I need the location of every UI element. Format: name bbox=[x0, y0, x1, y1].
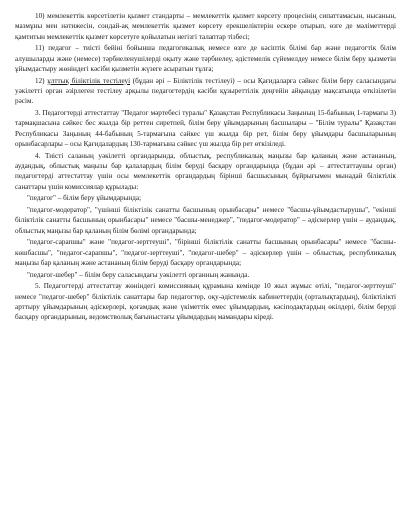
paragraph-12-rest: (бұдан әрі – Біліктілік тестілеуі) – осы Қағидаларға сәйкес білім беру саласындағы уәкілетті орган әзірлеген тестілеу арқылы педагогтердің кәсіби құзыреттілік деңгейін айқындау мақсатында өткізілетін рәсім. bbox=[15, 76, 396, 106]
paragraph-12-underlined-term: ұлттық біліктілік тестілеуі bbox=[47, 76, 131, 85]
paragraph-4: 4. Тиісті саланың уәкілетті органдарында, облыстық, республикалық маңызы бар қаланың және астананың, аудандық, облыстық маңызы бар қалалардың білім беруді басқару органдарында (бұдан әрі – аттестаттаушы орган) педагогтерді аттестаттау үшін осы мемлекеттік органдардың бірінші басшысының бұйрығымен мынадай біліктілік санаттары үшін комиссиялар құрылады: bbox=[15, 151, 396, 191]
paragraph-4-item-pedagog: "педагог" – білім беру ұйымдарында; bbox=[27, 194, 142, 203]
paragraph-10: 10) мемлекеттік көрсетілетін қызмет стандарты – мемлекеттік қызмет көрсету процесінің сипаттамасын, нысанын, мазмұны мен нәтижесін, сондай-ақ мемлекеттік қызмет көрсету ерекшеліктерін ескере отырып, өзге де мәліметтерді қамтитын мемлекеттік қызмет көрсетуге қойылатын негізгі талаптар тізбесі; bbox=[15, 12, 396, 41]
paragraph-12-prefix: 12) bbox=[35, 76, 48, 85]
paragraph-4-item-moderator: "педагог-модератор", "үшінші біліктілік санатты басшының орынбасары" немесе "басшы-ұйымдастырушы", "екінші біліктілік санатты басшының орынбасары" немесе "басшы-менеджер", "педагог-модератор" – әдіскерлер үшін – аудандық, облыстық маңызы бар қаланың білім бөлімі органдарында; bbox=[15, 205, 396, 235]
paragraph-4-item-sarapshy: "педагог-сарапшы" және "педагог-зерттеуші", "бірінші біліктілік санатты басшының орынбасары" немесе "басшы-көшбасшы", "педагог-сарапшы", "педагог-зерттеуші", "педагог-шебер" – әдіскерлер үшін – облыстық, республикалық маңызы бар қаланың және астананың білім беруді басқару органдарында; bbox=[15, 238, 396, 267]
paragraph-4-item-sheber: "педагог-шебер" – білім беру саласындағы уәкілетті органның жанында. bbox=[27, 270, 250, 279]
paragraph-3: 3. Педагогтерді аттестаттау "Педагог мәртебесі туралы" Қазақстан Республикасы Заңының 15-бабының 1-тармағы 3) тармақшасына сәйкес бес жылда бір реттен сиретпей, білім беру ұйымдарының басшылары – "Білім туралы" Қазақстан Республикасы Заңының 44-бабының 5-тармағына сәйкес үш жылда бір рет, білім беру ұйымдары басшыларының орынбасарлары – осы Қағидалардың 130-тармағына сәйкес үш жылда бір рет өткізіледі. bbox=[15, 108, 396, 149]
paragraph-12 bbox=[15, 76, 396, 107]
paragraph-11: 11) педагог – тиісті бейіні бойынша педагогикалық немесе өзге де кәсіптік білімі бар және педагогтік білім алушыларды және (немесе) тәрбиеленушілерді оқыту және тәрбиелеу, әдістемелік сүйемелдеу немесе білім беру қызметін ұйымдастыру жөніндегі кәсіби қызметін жүзеге асыратын тұлға; bbox=[15, 44, 396, 74]
paragraph-5: 5. Педагогтерді аттестаттау жөніндегі комиссияның құрамына кемінде 10 жыл жұмыс өтілі, "педагог-зерттеуші" немесе "педагог-шебер" біліктілік санаттары бар педагогтер, оқу-әдістемелік кабинеттердің (орталықтардың), біліктілікті арттыру ұйымдарының әдіскерлері, қоғамдық және үкіметтік емес ұйымдардың, кәсіподақтардың өкілдері, білім беруді басқару органдарының, ведомстволық бағыныстағы ұйымдардың мамандары кіреді. bbox=[15, 282, 396, 322]
